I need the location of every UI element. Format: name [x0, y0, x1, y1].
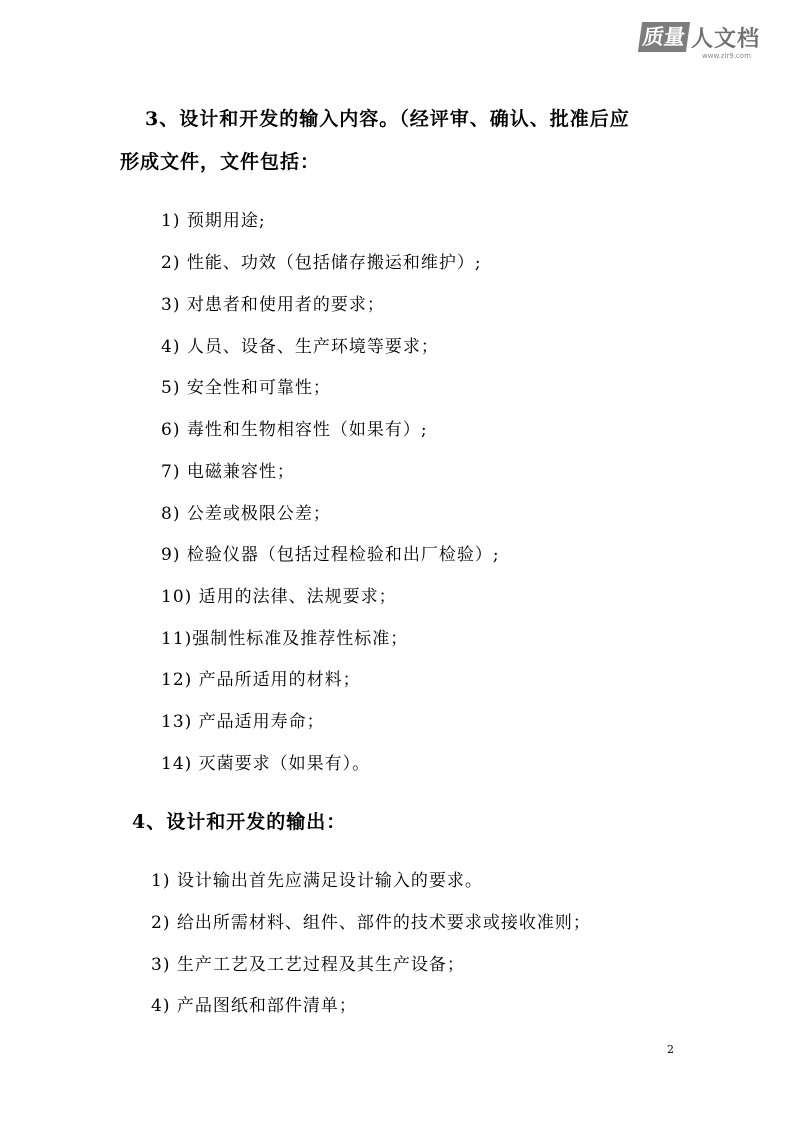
section4-item: 3) 生产工艺及工艺过程及其生产设备； — [151, 955, 465, 975]
logo-box-text: 质量 — [638, 22, 690, 52]
site-logo — [640, 22, 780, 64]
section4-item: 1) 设计输出首先应满足设计输入的要求。 — [151, 871, 483, 891]
logo-wordmark — [640, 22, 780, 52]
section3-heading-line2: 形成文件，文件包括： — [120, 151, 321, 173]
section3-item: 3) 对患者和使用者的要求； — [161, 295, 385, 315]
section3-item: 8) 公差或极限公差； — [161, 504, 331, 524]
section3-item: 5) 安全性和可靠性； — [161, 378, 331, 398]
section3-item: 12) 产品所适用的材料； — [161, 670, 361, 690]
page-number: 2 — [667, 1043, 674, 1056]
section3-item: 7) 电磁兼容性； — [161, 462, 295, 482]
section3-item: 1) 预期用途; — [161, 211, 266, 231]
logo-rest-text: 人文档 — [691, 26, 761, 52]
section3-item: 10) 适用的法律、法规要求； — [161, 587, 397, 607]
section3-item: 9) 检验仪器（包括过程检验和出厂检验）; — [161, 545, 500, 565]
section3-heading-line1: 3、设计和开发的输入内容。（经评审、确认、批准后应 — [145, 108, 630, 130]
section4-item: 4) 产品图纸和部件清单； — [151, 996, 357, 1016]
section4-heading: 4、设计和开发的输出： — [132, 811, 347, 833]
section3-item: 2) 性能、功效（包括储存搬运和维护）; — [161, 253, 482, 273]
section4-item: 2) 给出所需材料、组件、部件的技术要求或接收准则； — [151, 913, 591, 933]
section3-item: 11)强制性标准及推荐性标准； — [161, 629, 409, 649]
section3-item: 6) 毒性和生物相容性（如果有）; — [161, 420, 428, 440]
logo-url: www.zlr9.com — [702, 52, 751, 60]
section3-item: 14) 灭菌要求（如果有）。 — [161, 754, 371, 774]
section3-item: 13) 产品适用寿命； — [161, 712, 325, 732]
section3-item: 4) 人员、设备、生产环境等要求； — [161, 337, 439, 357]
